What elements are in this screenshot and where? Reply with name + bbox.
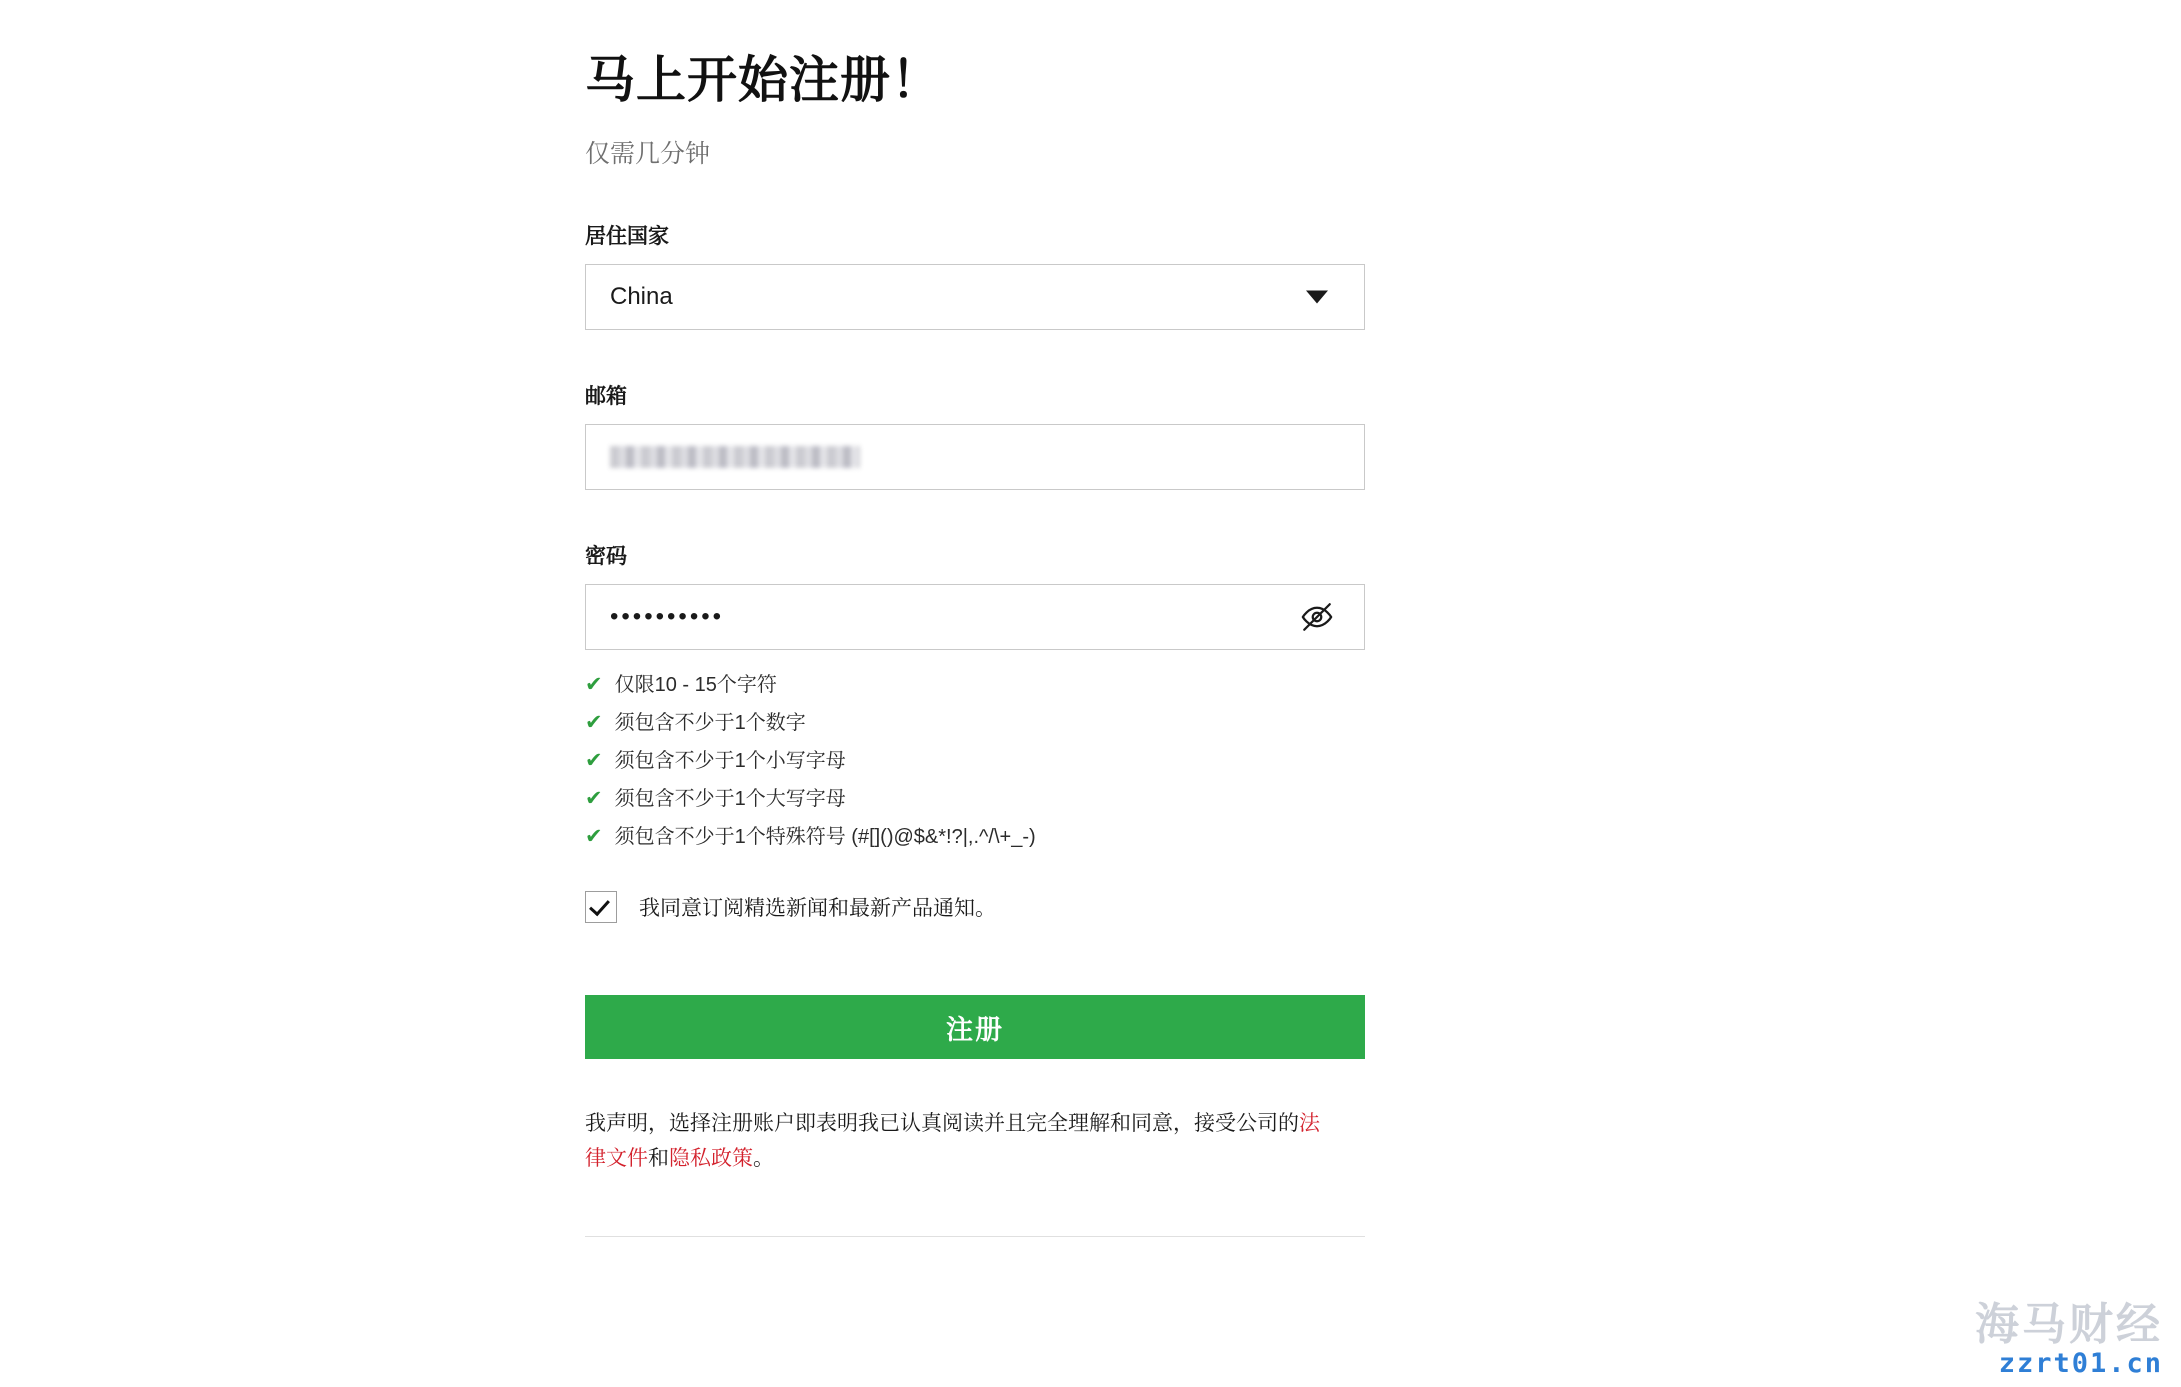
check-icon: ✔: [585, 749, 603, 772]
list-item: [585, 710, 1365, 737]
list-item: [585, 672, 1365, 699]
country-field: [585, 220, 1365, 330]
email-input[interactable]: [585, 424, 1365, 490]
password-field: [585, 540, 1365, 851]
check-icon: ✔: [585, 787, 603, 810]
eye-off-icon[interactable]: [1298, 598, 1336, 636]
rule-text: 仅限10 - 15个字符: [614, 674, 777, 696]
newsletter-consent-label: 我同意订阅精选新闻和最新产品通知。: [639, 897, 996, 920]
country-select[interactable]: [585, 264, 1365, 330]
email-masked-value: [610, 446, 860, 468]
legal-documents-link[interactable]: 法律文件: [585, 1112, 1320, 1170]
list-item: [585, 748, 1365, 775]
section-divider: [585, 1236, 1365, 1237]
rule-text: 须包含不少于1个特殊符号 (#[]()@$&*!?|,.^/\+_-): [614, 826, 1036, 848]
privacy-policy-link[interactable]: 隐私政策: [669, 1146, 753, 1170]
password-input[interactable]: [585, 584, 1365, 650]
password-label: 密码: [585, 545, 627, 568]
list-item: [585, 786, 1365, 813]
legal-text-before: 我声明，选择注册账户即表明我已认真阅读并且完全理解和同意，接受公司的: [585, 1112, 1299, 1135]
rule-text: 须包含不少于1个小写字母: [614, 750, 846, 772]
legal-text-between: 和: [648, 1146, 669, 1170]
check-icon: ✔: [585, 711, 603, 734]
country-label: 居住国家: [585, 225, 669, 248]
rule-text: 须包含不少于1个大写字母: [614, 788, 846, 810]
country-selected-value: China: [610, 283, 673, 310]
watermark: [1975, 1288, 2163, 1379]
chevron-down-icon: [1306, 291, 1328, 304]
registration-form: [585, 0, 1365, 1237]
email-label: 邮箱: [585, 385, 627, 408]
watermark-url-text: zzrt01.cn: [1998, 1348, 2163, 1379]
newsletter-checkbox[interactable]: [585, 891, 617, 923]
legal-text-after: 。: [753, 1146, 774, 1170]
page-title: 马上开始注册！: [585, 52, 942, 108]
watermark-main-text: 海马财经: [1975, 1299, 2163, 1350]
password-rules-list: [585, 672, 1365, 851]
check-icon: ✔: [585, 673, 603, 696]
email-field: [585, 380, 1365, 490]
check-icon: ✔: [585, 825, 603, 848]
newsletter-consent: [585, 891, 1365, 923]
rule-text: 须包含不少于1个数字: [614, 712, 806, 734]
register-button[interactable]: 注册: [585, 995, 1365, 1059]
page-subtitle: 仅需几分钟: [585, 140, 711, 168]
password-masked-value: ••••••••••: [610, 603, 725, 630]
legal-disclaimer: [585, 1107, 1325, 1176]
list-item: [585, 824, 1365, 851]
